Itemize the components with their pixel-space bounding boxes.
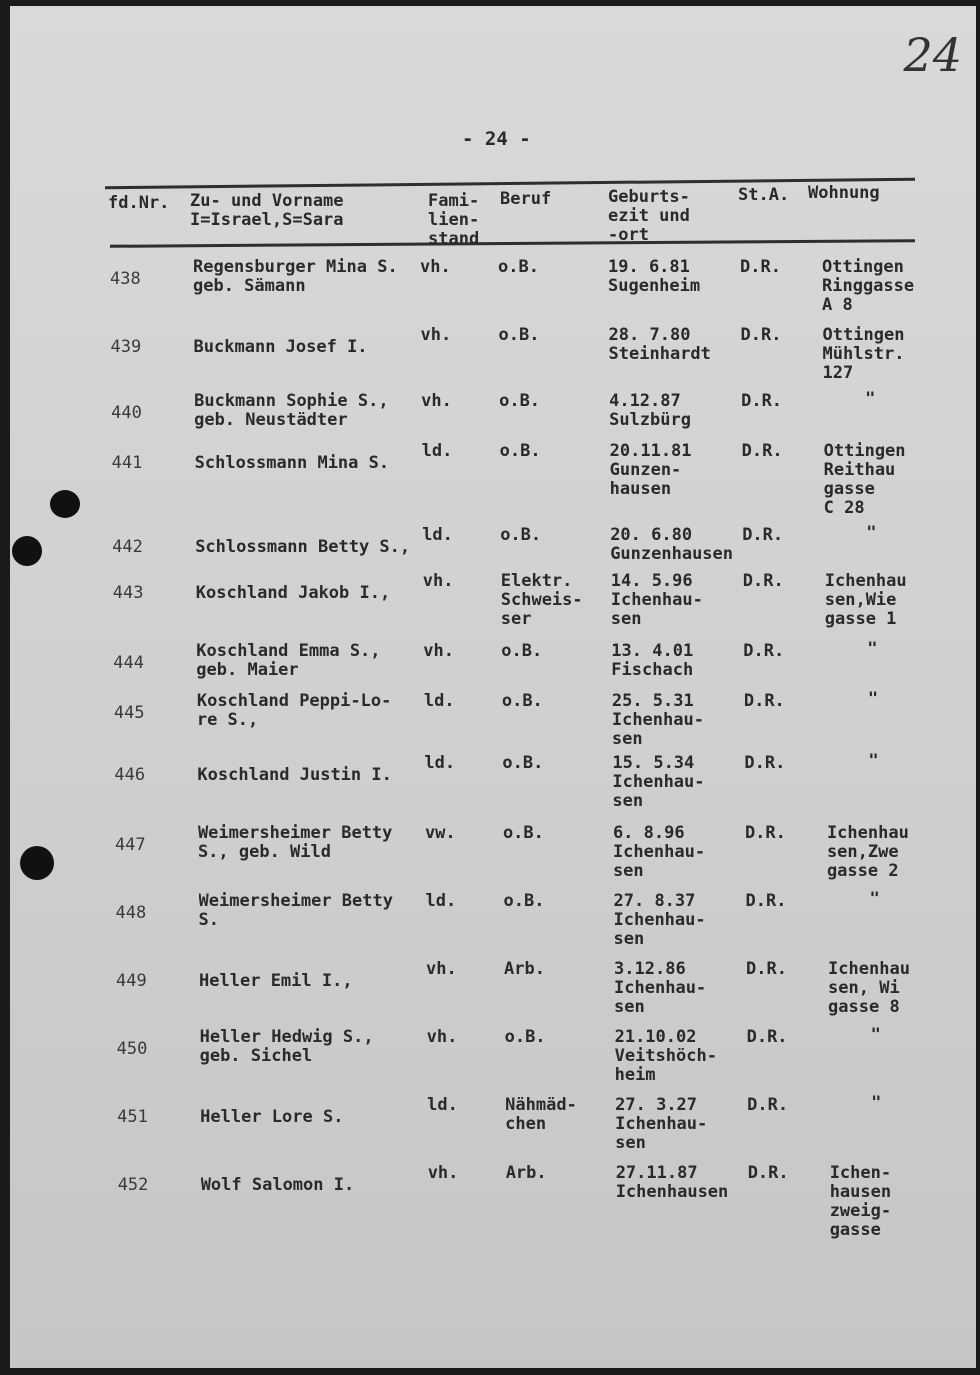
row-452-sta: D.R. xyxy=(747,1164,789,1183)
row-439-nr: 439 xyxy=(110,338,142,357)
row-447-sta: D.R. xyxy=(744,824,786,843)
row-447-geburt: 6. 8.96 Ichenhau- sen xyxy=(612,824,706,881)
row-443-beruf: Elektr. Schweis- ser xyxy=(500,572,583,629)
row-450-name: Heller Hedwig S., geb. Sichel xyxy=(199,1028,374,1066)
row-439-name: Buckmann Josef I. xyxy=(193,338,368,357)
row-446-beruf: o.B. xyxy=(502,754,544,773)
row-451-famstand: ld. xyxy=(427,1096,458,1115)
row-442-famstand: ld. xyxy=(422,526,453,545)
row-445-sta: D.R. xyxy=(743,692,785,711)
row-442-name: Schlossmann Betty S., xyxy=(195,538,411,557)
row-446-geburt: 15. 5.34 Ichenhau- sen xyxy=(612,754,705,811)
header-nr: fd.Nr. xyxy=(108,193,170,213)
row-442-beruf: o.B. xyxy=(500,526,542,545)
row-441-beruf: o.B. xyxy=(499,442,541,461)
row-447-beruf: o.B. xyxy=(502,824,544,843)
row-452-geburt: 27.11.87 Ichenhausen xyxy=(615,1164,729,1202)
row-452-beruf: Arb. xyxy=(505,1164,547,1183)
row-449-nr: 449 xyxy=(116,972,147,991)
header-famstand: Fami- lien- stand xyxy=(428,191,480,249)
row-450-sta: D.R. xyxy=(746,1028,788,1047)
header-geburt: Geburts- ezit und -ort xyxy=(608,187,690,245)
row-445-beruf: o.B. xyxy=(501,692,543,711)
row-448-nr: 448 xyxy=(115,904,147,923)
row-444-geburt: 13. 4.01 Fischach xyxy=(611,642,694,680)
row-443-sta: D.R. xyxy=(742,572,784,591)
row-445-wohnung: " xyxy=(867,690,879,709)
header-name: Zu- und Vorname I=Israel,S=Sara xyxy=(190,191,344,230)
row-451-wohnung: " xyxy=(871,1094,882,1113)
header-wohnung: Wohnung xyxy=(808,183,880,203)
row-448-famstand: ld. xyxy=(425,892,457,911)
row-442-nr: 442 xyxy=(112,538,143,557)
row-439-wohnung: Öttingen Mühlstr. 127 xyxy=(822,326,905,383)
row-450-famstand: vh. xyxy=(426,1028,458,1047)
row-445-name: Koschland Peppi-Lo- re S., xyxy=(196,692,392,730)
row-447-famstand: vw. xyxy=(424,824,456,843)
row-441-famstand: ld. xyxy=(421,442,453,461)
row-447-nr: 447 xyxy=(114,836,146,855)
row-439-geburt: 28. 7.80 Steinhardt xyxy=(608,326,711,364)
row-444-sta: D.R. xyxy=(743,642,785,661)
row-440-geburt: 4.12.87 Sulzbürg xyxy=(609,392,691,430)
row-444-name: Koschland Emma S., geb. Maier xyxy=(196,642,381,680)
row-449-geburt: 3.12.86 Ichenhau- sen xyxy=(614,960,707,1017)
row-446-wohnung: " xyxy=(868,752,879,771)
row-451-sta: D.R. xyxy=(747,1096,789,1115)
row-446-nr: 446 xyxy=(114,766,146,785)
row-445-geburt: 25. 5.31 Ichenhau- sen xyxy=(611,692,704,749)
row-452-nr: 452 xyxy=(117,1176,149,1195)
row-439-sta: D.R. xyxy=(740,326,782,345)
header-rule-top xyxy=(105,178,915,189)
row-438-famstand: vh. xyxy=(420,258,451,277)
row-438-beruf: o.B. xyxy=(498,258,539,277)
row-438-sta: D.R. xyxy=(740,258,781,277)
row-449-beruf: Arb. xyxy=(504,960,545,979)
row-440-beruf: o.B. xyxy=(499,392,541,411)
row-448-wohnung: " xyxy=(869,890,880,909)
row-445-nr: 445 xyxy=(113,704,145,723)
punch-hole-top xyxy=(50,490,80,518)
row-439-famstand: vh. xyxy=(420,326,452,345)
row-447-wohnung: Ichenhau sen,Zwe gasse 2 xyxy=(826,824,909,881)
row-451-beruf: Nähmäd- chen xyxy=(505,1096,577,1134)
row-444-famstand: vh. xyxy=(423,642,455,661)
row-445-famstand: ld. xyxy=(423,692,455,711)
header-beruf: Beruf xyxy=(500,189,552,209)
row-450-nr: 450 xyxy=(116,1040,148,1059)
header-sta: St.A. xyxy=(738,185,790,205)
row-443-geburt: 14. 5.96 Ichenhau- sen xyxy=(610,572,703,629)
handwritten-page-number: 24 xyxy=(903,28,962,82)
row-448-geburt: 27. 8.37 Ichenhau- sen xyxy=(613,892,706,949)
header-rule-bottom xyxy=(110,239,915,248)
row-449-sta: D.R. xyxy=(746,960,787,979)
row-449-name: Heller Emil I., xyxy=(199,972,353,991)
document-page xyxy=(10,6,976,1368)
row-441-sta: D.R. xyxy=(741,442,783,461)
row-444-nr: 444 xyxy=(113,654,145,673)
row-443-name: Koschland Jakob I., xyxy=(195,584,391,603)
row-440-name: Buckmann Sophie S., geb. Neustädter xyxy=(194,392,389,430)
row-444-beruf: o.B. xyxy=(501,642,543,661)
row-452-famstand: vh. xyxy=(427,1164,459,1183)
row-441-geburt: 20.11.81 Gunzen- hausen xyxy=(609,442,692,499)
row-440-nr: 440 xyxy=(111,404,142,423)
row-448-beruf: o.B. xyxy=(503,892,545,911)
row-451-nr: 451 xyxy=(117,1108,148,1127)
row-446-sta: D.R. xyxy=(744,754,786,773)
row-450-wohnung: " xyxy=(870,1026,881,1045)
row-443-wohnung: Ichenhau sen,Wie gasse 1 xyxy=(824,572,907,629)
row-452-name: Wolf Salomon I. xyxy=(200,1176,355,1195)
row-441-nr: 441 xyxy=(111,454,143,473)
row-442-sta: D.R. xyxy=(742,526,784,545)
row-444-wohnung: " xyxy=(867,640,878,659)
row-452-wohnung: Ichen- hausen zweig- gasse xyxy=(829,1164,892,1240)
row-443-nr: 443 xyxy=(112,584,144,603)
row-441-name: Schlossmann Mina S. xyxy=(194,454,390,473)
punch-hole-middle xyxy=(12,536,42,566)
row-439-beruf: o.B. xyxy=(498,326,540,345)
row-442-wohnung: " xyxy=(866,524,877,543)
row-449-wohnung: Ichenhau sen, Wi gasse 8 xyxy=(828,960,910,1017)
page-number: - 24 - xyxy=(462,128,531,150)
row-440-wohnung: " xyxy=(865,390,876,409)
row-448-name: Weimersheimer Betty S. xyxy=(198,892,393,930)
row-438-wohnung: Öttingen Ringgasse A 8 xyxy=(822,258,915,315)
row-451-name: Heller Lore S. xyxy=(200,1108,344,1127)
row-450-beruf: o.B. xyxy=(504,1028,546,1047)
row-438-geburt: 19. 6.81 Sugenheim xyxy=(608,258,701,296)
row-449-famstand: vh. xyxy=(426,960,457,979)
row-451-geburt: 27. 3.27 Ichenhau- sen xyxy=(615,1096,708,1153)
row-450-geburt: 21.10.02 Veitshöch- heim xyxy=(614,1028,717,1085)
row-442-geburt: 20. 6.80 Gunzenhausen xyxy=(610,526,734,564)
row-443-famstand: vh. xyxy=(422,572,454,591)
row-440-sta: D.R. xyxy=(741,392,783,411)
row-440-famstand: vh. xyxy=(421,392,452,411)
row-441-wohnung: Öttingen Reithau gasse C 28 xyxy=(823,442,906,518)
punch-hole-bottom xyxy=(20,846,54,880)
row-448-sta: D.R. xyxy=(745,892,787,911)
row-446-famstand: ld. xyxy=(424,754,456,773)
row-438-nr: 438 xyxy=(110,270,141,289)
row-447-name: Weimersheimer Betty S., geb. Wild xyxy=(197,824,393,862)
row-446-name: Koschland Justin I. xyxy=(197,766,392,785)
row-438-name: Regensburger Mina S. geb. Sämann xyxy=(193,258,398,296)
